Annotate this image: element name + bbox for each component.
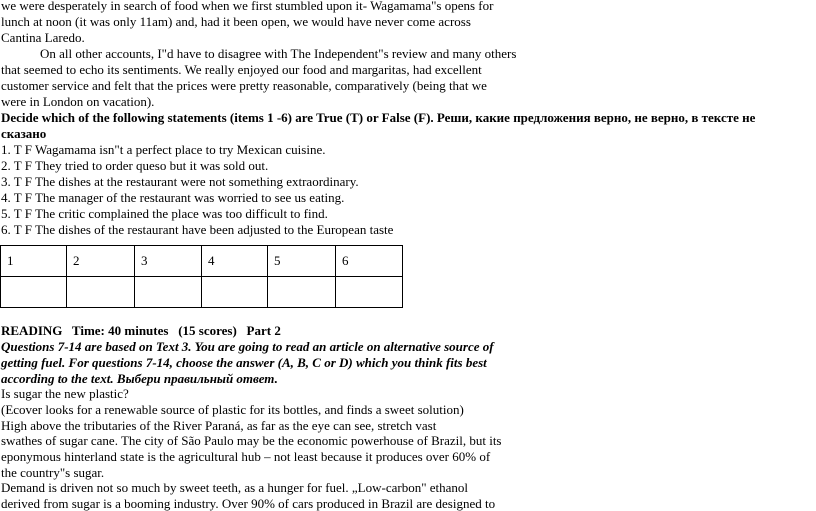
task-instruction: сказано [1,126,47,141]
answer-table [0,245,403,308]
article-subtitle: (Ecover looks for a renewable source of plastic for its bottles, and finds a sweet solution) [1,402,464,417]
answer-table-answer-row [1,277,403,308]
statement-1: 1. T F Wagamama isn"t a perfect place to try Mexican cuisine. [1,142,326,157]
reading-instruction: according to the text. Выбери правильный ответ. [1,371,278,386]
article-line: lunch at noon (it was only 11am) and, had it been open, we would have never come across [1,14,471,29]
article-title: Is sugar the new plastic? [1,386,129,401]
article-line: On all other accounts, I"d have to disagree with The Independent"s review and many others [40,46,517,61]
statement-2: 2. T F They tried to order queso but it was sold out. [1,158,269,173]
reading-line: derived from sugar is a booming industry. Over 90% of cars produced in Brazil are designed to [1,496,496,511]
reading-line: Demand is driven not so much by sweet teeth, as a hunger for fuel. „Low-carbon" ethanol [1,480,469,495]
answer-cell-6[interactable] [336,277,403,308]
answer-number-1: 1 [1,246,67,277]
statement-4: 4. T F The manager of the restaurant was worried to see us eating. [1,190,345,205]
answer-table-header-row [1,246,403,277]
article-line: were in London on vacation). [1,94,155,109]
answer-number-6: 6 [336,246,403,277]
answer-number-5: 5 [268,246,336,277]
answer-number-4: 4 [202,246,268,277]
statement-6: 6. T F The dishes of the restaurant have been adjusted to the European taste [1,222,394,237]
article-line: we were desperately in search of food when we first stumbled upon it- Wagamama"s opens for [1,0,494,13]
answer-cell-1[interactable] [1,277,67,308]
reading-line: High above the tributaries of the River Paraná, as far as the eye can see, stretch vast [1,418,437,433]
answer-cell-3[interactable] [135,277,202,308]
answer-number-2: 2 [67,246,135,277]
statement-3: 3. T F The dishes at the restaurant were not something extraordinary. [1,174,359,189]
task-instruction: Decide which of the following statements (items 1 -6) are True (T) or False (F). Реши, какие предложения верно, не верно, в тексте не [1,110,756,125]
answer-cell-5[interactable] [268,277,336,308]
section-heading: READING Time: 40 minutes (15 scores) Part 2 [1,323,281,338]
reading-line: swathes of sugar cane. The city of São Paulo may be the economic powerhouse of Brazil, but its [1,433,502,448]
reading-line: eponymous hinterland state is the agricultural hub – not least because it produces over 60% of [1,449,491,464]
answer-cell-4[interactable] [202,277,268,308]
reading-instruction: getting fuel. For questions 7-14, choose the answer (A, B, C or D) which you think fits best [1,355,487,370]
article-line: customer service and felt that the prices were pretty reasonable, comparatively (being that we [1,78,487,93]
article-line: Cantina Laredo. [1,30,85,45]
answer-number-3: 3 [135,246,202,277]
answer-cell-2[interactable] [67,277,135,308]
article-line: that seemed to echo its sentiments. We really enjoyed our food and margaritas, had excellent [1,62,482,77]
reading-instruction: Questions 7-14 are based on Text 3. You are going to read an article on alternative source of [1,339,494,354]
statement-5: 5. T F The critic complained the place was too difficult to find. [1,206,328,221]
reading-line: the country"s sugar. [1,465,105,480]
